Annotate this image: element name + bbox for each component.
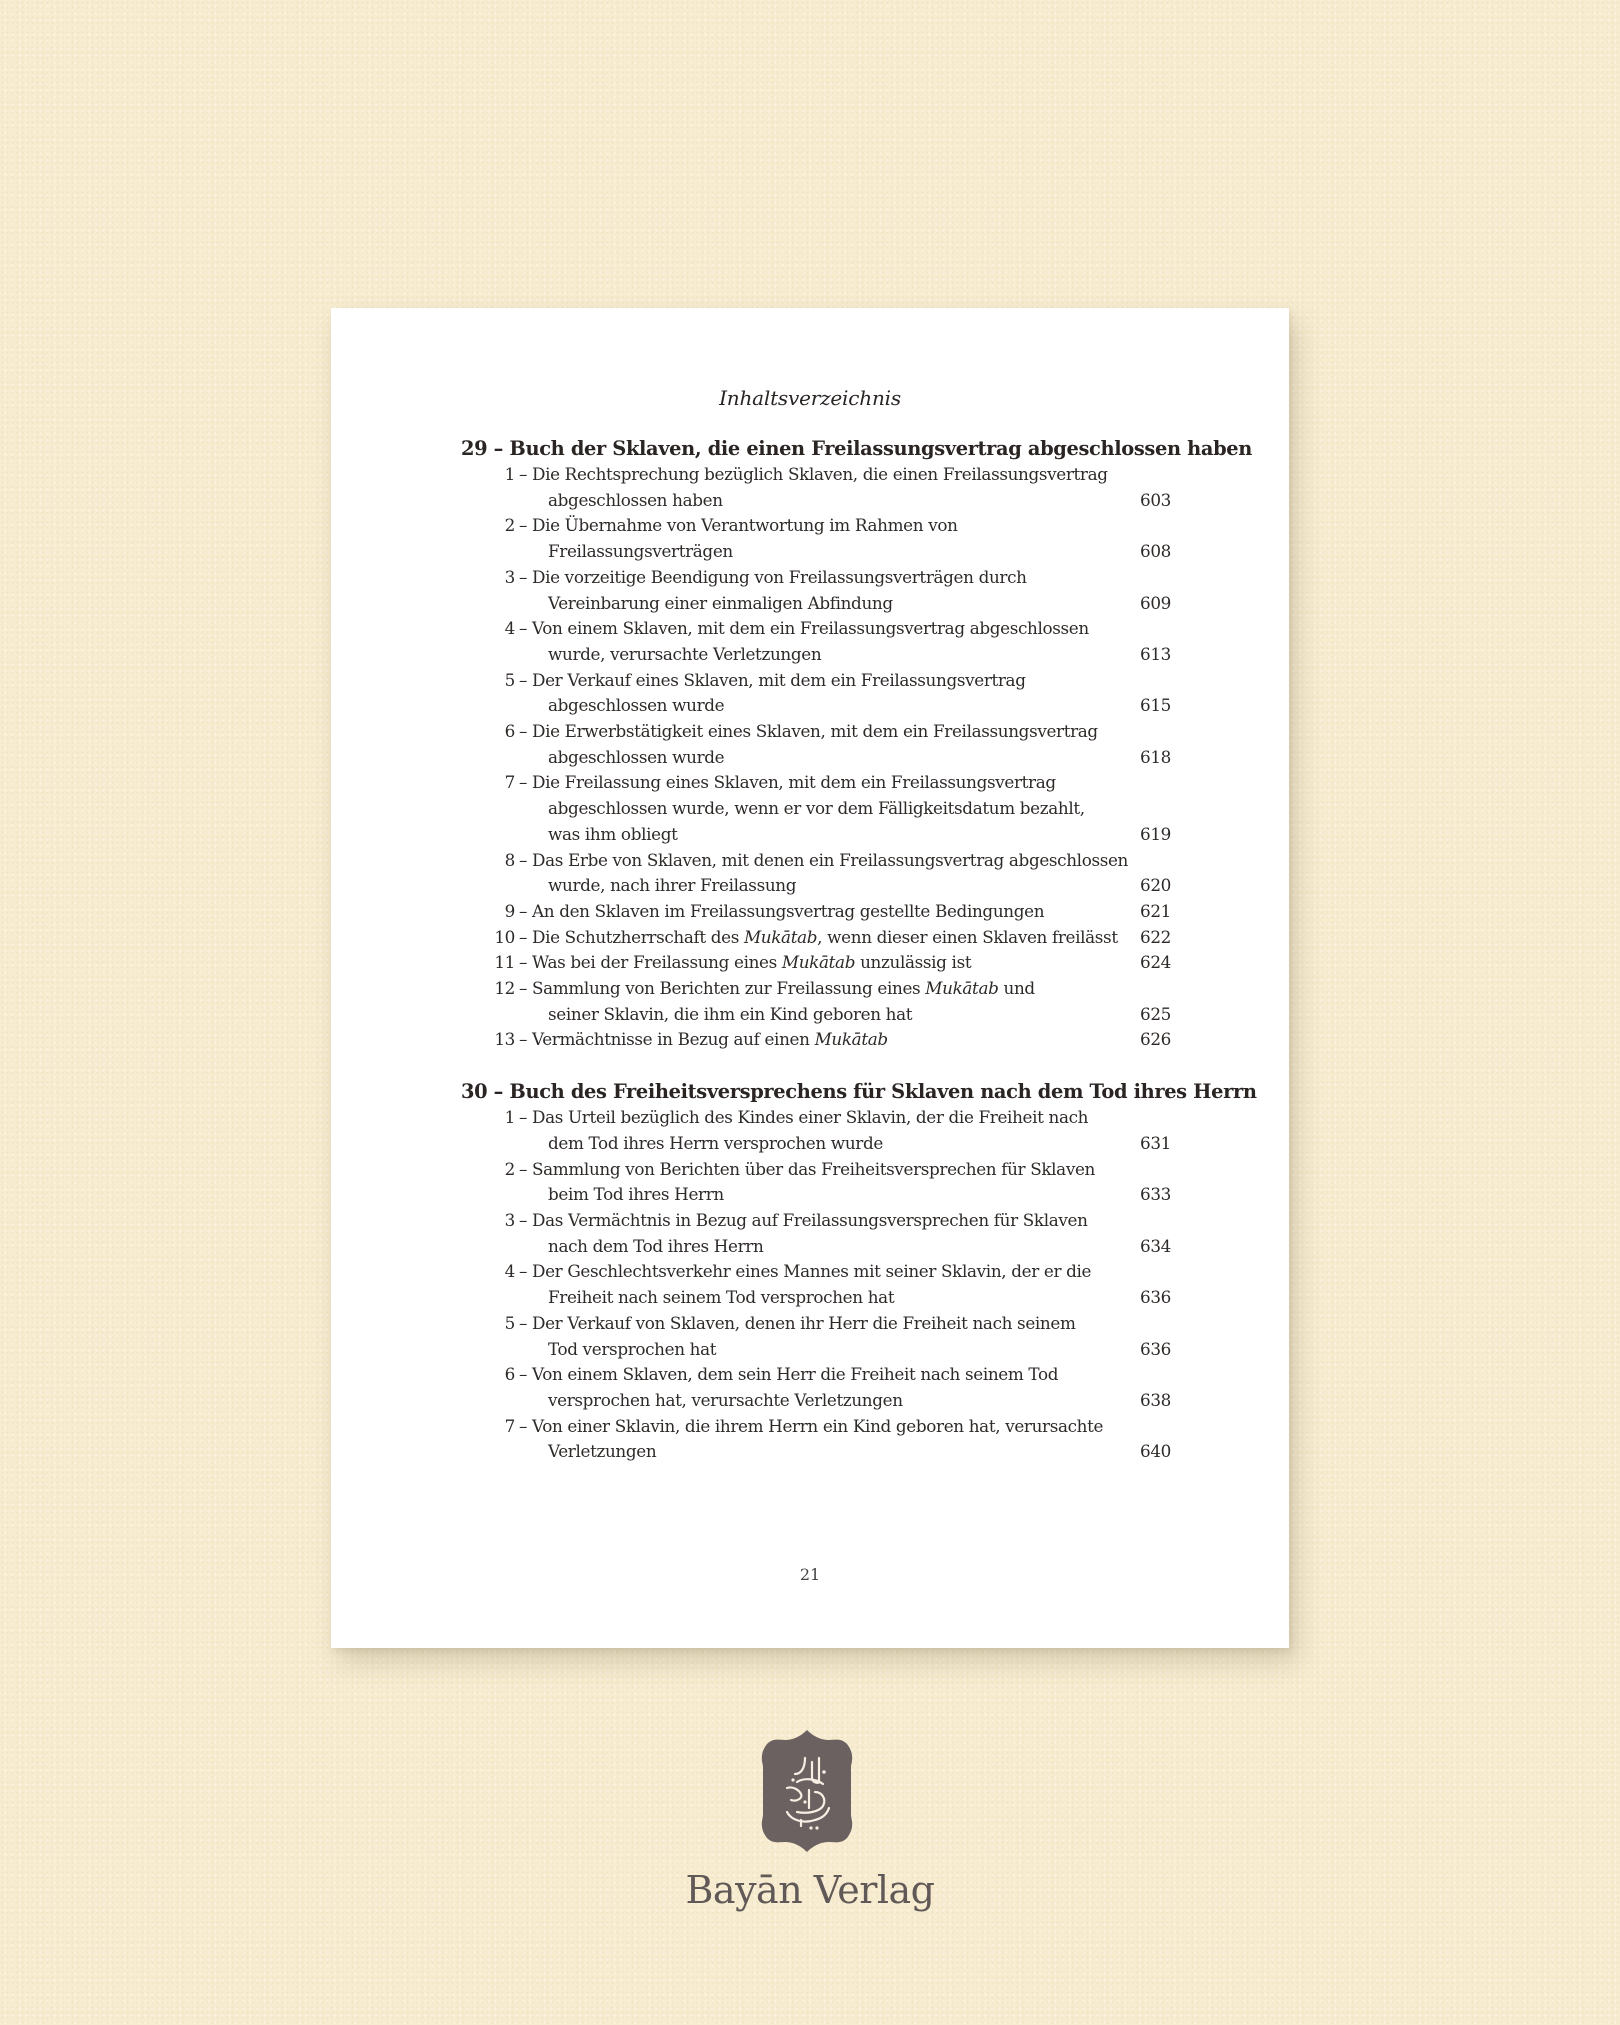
entry-title	[532, 719, 1171, 770]
entry-title	[532, 848, 1171, 899]
entry-title-line: Freilassungsverträgen	[548, 541, 733, 562]
entry-title-line: Von einer Sklavin, die ihrem Herrn ein Kind geboren hat, verursachte	[532, 1415, 1104, 1436]
entry-title-line: nach dem Tod ihres Herrn	[548, 1235, 764, 1256]
entry-title-line: Die Rechtsprechung bezüglich Sklaven, die einen Freilassungsvertrag	[532, 464, 1108, 484]
entry-separator: –	[519, 1158, 528, 1179]
entry-number: 10	[494, 926, 515, 947]
entry-title	[532, 899, 1171, 925]
entry-separator: –	[519, 1029, 528, 1050]
toc-book-section	[461, 436, 1253, 1053]
entry-page-number: 608	[1140, 541, 1171, 562]
entry-title-line: Das Vermächtnis in Bezug auf Freilassungsversprechen für Sklaven	[532, 1209, 1088, 1230]
italic-term: Mukātab	[743, 926, 818, 947]
book-title: 29 – Buch der Sklaven, die einen Freilassungsvertrag abgeschlossen haben	[461, 437, 1253, 460]
entry-title-line: Die Freilassung eines Sklaven, mit dem ein Freilassungsvertrag	[532, 772, 1056, 793]
table-of-contents	[461, 436, 1257, 1491]
entry-title-line: Sammlung von Berichten zur Freilassung eines Mukātab und	[532, 978, 1035, 999]
entry-title	[532, 1311, 1171, 1362]
toc-entry	[461, 1157, 1171, 1208]
entry-page-number: 624	[1140, 952, 1171, 973]
entry-title	[532, 1208, 1171, 1259]
entry-title-line: Von einem Sklaven, dem sein Herr die Freiheit nach seinem Tod	[532, 1364, 1059, 1385]
toc-entry	[461, 1311, 1171, 1362]
entry-separator: –	[519, 721, 528, 742]
entry-title-line: Vereinbarung einer einmaligen Abfindung	[548, 592, 893, 613]
entry-title	[532, 1414, 1171, 1465]
entry-separator: –	[519, 926, 528, 947]
entry-number: 7	[504, 772, 515, 793]
toc-entry	[461, 925, 1171, 951]
entry-page-number: 618	[1140, 746, 1171, 767]
entry-number: 11	[494, 952, 515, 973]
toc-entry	[461, 668, 1171, 719]
entry-number: 6	[504, 1364, 515, 1385]
entry-separator: –	[519, 1364, 528, 1385]
entry-number: 13	[494, 1029, 515, 1050]
toc-entry	[461, 513, 1171, 564]
entry-title-line: Der Verkauf eines Sklaven, mit dem ein Freilassungsvertrag	[532, 669, 1026, 690]
entry-title	[532, 1027, 1171, 1053]
entry-title-line: An den Sklaven im Freilassungsvertrag gestellte Bedingungen	[532, 900, 1045, 921]
entry-number: 5	[504, 1312, 515, 1333]
entry-number: 3	[504, 1209, 515, 1230]
entry-number: 12	[494, 978, 515, 999]
entry-title	[532, 616, 1171, 667]
toc-entry	[461, 719, 1171, 770]
entry-number: 1	[504, 464, 515, 484]
toc-book-section	[461, 1079, 1257, 1465]
entry-number: 6	[504, 721, 515, 742]
entry-separator: –	[519, 849, 528, 870]
entry-title-line: Von einem Sklaven, mit dem ein Freilassungsvertrag abgeschlossen	[532, 618, 1089, 639]
entry-title-line: was ihm obliegt	[548, 823, 678, 844]
entry-title-line: Freiheit nach seinem Tod versprochen hat	[548, 1287, 895, 1308]
entry-number: 2	[504, 1158, 515, 1179]
entry-title-line: Verletzungen	[548, 1441, 657, 1462]
entry-separator: –	[519, 978, 528, 999]
entry-number: 9	[504, 900, 515, 921]
entry-page-number: 626	[1140, 1029, 1171, 1050]
entry-separator: –	[519, 1415, 528, 1436]
entry-title	[532, 770, 1171, 847]
entry-title	[532, 1105, 1171, 1156]
italic-term: Mukātab	[814, 1029, 888, 1050]
entry-title-line: Die vorzeitige Beendigung von Freilassungsverträgen durch	[532, 566, 1027, 587]
entry-separator: –	[519, 566, 528, 587]
entry-page-number: 603	[1140, 489, 1171, 510]
publisher-logo	[757, 1728, 857, 1854]
entry-title-line: abgeschlossen wurde, wenn er vor dem Fälligkeitsdatum bezahlt,	[548, 798, 1085, 819]
entry-number: 4	[504, 618, 515, 639]
entry-separator: –	[519, 1209, 528, 1230]
entry-title-line: Vermächtnisse in Bezug auf einen Mukātab	[532, 1029, 888, 1050]
toc-entry	[461, 848, 1171, 899]
entry-separator: –	[519, 515, 528, 536]
entry-separator: –	[519, 669, 528, 690]
entry-number: 4	[504, 1261, 515, 1282]
entry-page-number: 625	[1140, 1003, 1171, 1024]
entry-separator: –	[519, 952, 528, 973]
book-page	[331, 308, 1289, 1648]
entry-page-number: 613	[1140, 643, 1171, 664]
entry-title-line: Die Übernahme von Verantwortung im Rahmen von	[532, 515, 958, 536]
entry-number: 8	[504, 849, 515, 870]
entry-page-number: 622	[1140, 926, 1171, 947]
entry-title-line: Sammlung von Berichten über das Freiheitsversprechen für Sklaven	[532, 1158, 1095, 1179]
entry-number: 3	[504, 566, 515, 587]
toc-entry	[461, 565, 1171, 616]
entry-separator: –	[519, 1261, 528, 1282]
entry-number: 1	[504, 1107, 515, 1128]
toc-entry	[461, 1105, 1171, 1156]
toc-entry	[461, 770, 1171, 847]
toc-entry	[461, 1414, 1171, 1465]
entry-title-line: Das Urteil bezüglich des Kindes einer Sklavin, der die Freiheit nach	[532, 1107, 1089, 1128]
entry-separator: –	[519, 900, 528, 921]
toc-entry	[461, 950, 1171, 976]
toc-entry	[461, 899, 1171, 925]
entry-title-line: abgeschlossen wurde	[548, 695, 725, 716]
entry-separator: –	[519, 1312, 528, 1333]
entry-page-number: 621	[1140, 900, 1171, 921]
toc-entry	[461, 1259, 1171, 1310]
entry-title-line: Der Geschlechtsverkehr eines Mannes mit seiner Sklavin, der er die	[532, 1261, 1092, 1282]
entry-number: 5	[504, 669, 515, 690]
toc-entry	[461, 616, 1171, 667]
entry-title-line: Was bei der Freilassung eines Mukātab unzulässig ist	[532, 952, 972, 973]
entry-title-line: abgeschlossen haben	[548, 489, 723, 510]
entry-page-number: 638	[1140, 1389, 1171, 1410]
entry-number: 7	[504, 1415, 515, 1436]
entry-page-number: 636	[1140, 1287, 1171, 1308]
entry-title-line: wurde, verursachte Verletzungen	[548, 643, 822, 664]
book-title: 30 – Buch des Freiheitsversprechens für Sklaven nach dem Tod ihres Herrn	[461, 1080, 1257, 1104]
entry-page-number: 615	[1140, 695, 1171, 716]
entry-title-line: seiner Sklavin, die ihm ein Kind geboren hat	[548, 1003, 913, 1024]
entry-title	[532, 462, 1171, 513]
entry-title-line: Die Erwerbstätigkeit eines Sklaven, mit dem ein Freilassungsvertrag	[532, 721, 1098, 742]
entry-title	[532, 925, 1171, 951]
toc-entry	[461, 462, 1171, 513]
entry-title-line: Tod versprochen hat	[548, 1338, 717, 1359]
entry-page-number: 633	[1140, 1184, 1171, 1205]
entry-separator: –	[519, 618, 528, 639]
entry-separator: –	[519, 772, 528, 793]
toc-entry	[461, 1208, 1171, 1259]
entry-page-number: 640	[1140, 1441, 1171, 1462]
entry-title-line: Die Schutzherrschaft des Mukātab, wenn dieser einen Sklaven freilässt	[532, 926, 1118, 947]
entry-page-number: 634	[1140, 1235, 1171, 1256]
entry-title	[532, 1259, 1171, 1310]
entry-page-number: 609	[1140, 592, 1171, 613]
entry-title-line: wurde, nach ihrer Freilassung	[548, 875, 797, 896]
entry-title	[532, 950, 1171, 976]
arabic-calligraphy-emblem-icon	[757, 1728, 857, 1854]
entry-separator: –	[519, 1107, 528, 1128]
entry-page-number: 631	[1140, 1132, 1171, 1153]
entry-title-line: versprochen hat, verursachte Verletzungen	[548, 1389, 903, 1410]
page-number: 21	[799, 1565, 821, 1584]
entry-title	[532, 1362, 1171, 1413]
publisher-name: Bayān Verlag	[685, 1868, 935, 1912]
toc-entry	[461, 1362, 1171, 1413]
italic-term: Mukātab	[925, 978, 999, 999]
entry-page-number: 636	[1140, 1338, 1171, 1359]
italic-term: Mukātab	[781, 952, 856, 973]
entry-page-number: 620	[1140, 875, 1171, 896]
entry-title-line: beim Tod ihres Herrn	[548, 1184, 724, 1205]
page-heading: Inhaltsverzeichnis	[719, 386, 901, 410]
entry-title-line: Das Erbe von Sklaven, mit denen ein Freilassungsvertrag abgeschlossen	[532, 849, 1129, 870]
entry-title-line: dem Tod ihres Herrn versprochen wurde	[548, 1132, 883, 1153]
toc-entry	[461, 1027, 1171, 1053]
entry-separator: –	[519, 464, 528, 484]
toc-entry	[461, 976, 1171, 1027]
entry-page-number: 619	[1140, 823, 1171, 844]
entry-title	[532, 513, 1171, 564]
entry-title-line: abgeschlossen wurde	[548, 746, 725, 767]
entry-title	[532, 565, 1171, 616]
entry-title	[532, 1157, 1171, 1208]
entry-number: 2	[504, 515, 515, 536]
entry-title-line: Der Verkauf von Sklaven, denen ihr Herr die Freiheit nach seinem	[532, 1312, 1076, 1333]
entry-title	[532, 976, 1171, 1027]
entry-title	[532, 668, 1171, 719]
